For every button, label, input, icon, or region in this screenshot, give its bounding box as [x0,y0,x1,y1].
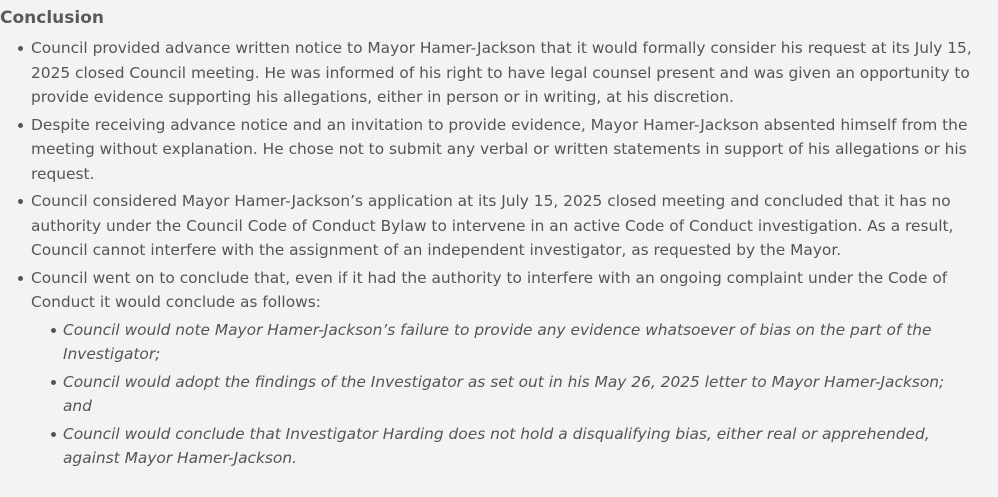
list-item-with-sublist [31,266,998,471]
conclusion-list [0,36,998,471]
list-item: Despite receiving advance notice and an invitation to provide evidence, Mayor Hamer-Jackson absented himself from the meeting without explanation. He chose not to submit any verbal or written statements in support of his allegations or his request. [31,113,998,187]
sub-list-item: Council would conclude that Investigator Harding does not hold a disqualifying bias, either real or apprehended, against Mayor Hamer-Jackson. [63,422,992,471]
sub-list-item: Council would note Mayor Hamer-Jackson’s failure to provide any evidence whatsoever of bias on the part of the Investigator; [63,318,992,367]
list-item-text: Council went on to conclude that, even if it had the authority to interfere with an ongoing complaint under the Code of Conduct it would conclude as follows: [31,268,948,311]
section-heading: Conclusion [0,8,104,28]
sub-list-item: Council would adopt the findings of the Investigator as set out in his May 26, 2025 letter to Mayor Hamer-Jackson; and [63,370,992,419]
list-item: Council provided advance written notice to Mayor Hamer-Jackson that it would formally consider his request at its July 15, 2025 closed Council meeting. He was informed of his right to have legal counsel present and was given an opportunity to provide evidence supporting his allegations, either in person or in writing, at his discretion. [31,36,998,110]
sub-list [31,318,992,471]
list-item: Council considered Mayor Hamer-Jackson’s application at its July 15, 2025 closed meeting and concluded that it has no authority under the Council Code of Conduct Bylaw to intervene in an active Code of Conduct investigation. As a result, Council cannot interfere with the assignment of an independent investigator, as requested by the Mayor. [31,189,998,263]
